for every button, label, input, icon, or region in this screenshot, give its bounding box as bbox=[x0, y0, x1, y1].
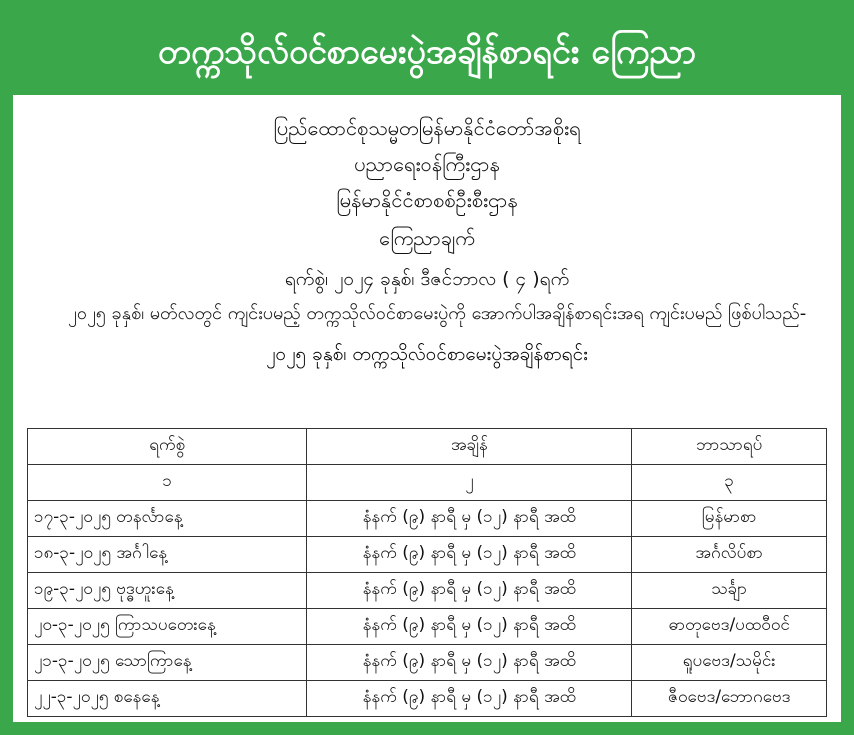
table-number-row bbox=[28, 465, 827, 501]
cell-date: ၁၈-၃-၂၀၂၅ အင်္ဂါနေ့ bbox=[28, 537, 307, 573]
banner-title: တက္ကသိုလ်ဝင်စာမေးပွဲအချိန်စာရင်း ကြေညာ bbox=[157, 31, 697, 72]
announcement-heading: ကြေညာချက် bbox=[379, 226, 475, 250]
table-row bbox=[28, 501, 827, 537]
column-number: ၂ bbox=[307, 465, 632, 501]
notice-content bbox=[30, 110, 824, 374]
cell-subject: ဇီဝဗေဒ/ဘောဂဗေဒ bbox=[632, 681, 827, 717]
government-line: ပြည်ထောင်စုသမ္မတမြန်မာနိုင်ငံတော်အစိုးရ bbox=[273, 116, 581, 140]
cell-subject: ဓာတုဗေဒ/ပထဝီဝင် bbox=[632, 609, 827, 645]
cell-time: နံနက် (၉) နာရီ မှ (၁၂) နာရီ အထိ bbox=[307, 609, 632, 645]
table-row bbox=[28, 609, 827, 645]
header-subject: ဘာသာရပ် bbox=[632, 429, 827, 465]
department-line: မြန်မာနိုင်ငံစာစစ်ဦးစီးဌာန bbox=[336, 188, 518, 212]
header-date: ရက်စွဲ bbox=[28, 429, 307, 465]
cell-time: နံနက် (၉) နာရီ မှ (၁၂) နာရီ အထိ bbox=[307, 573, 632, 609]
cell-time: နံနက် (၉) နာရီ မှ (၁၂) နာရီ အထိ bbox=[307, 537, 632, 573]
cell-subject: ရူပဗေဒ/သမိုင်း bbox=[632, 645, 827, 681]
cell-date: ၁၉-၃-၂၀၂၅ ဗုဒ္ဓဟူးနေ့ bbox=[28, 573, 307, 609]
cell-subject: သင်္ချာ bbox=[632, 573, 827, 609]
cell-time: နံနက် (၉) နာရီ မှ (၁၂) နာရီ အထိ bbox=[307, 645, 632, 681]
exam-schedule-table bbox=[27, 428, 827, 717]
column-number: ၁ bbox=[28, 465, 307, 501]
announcement-paragraph: ၂၀၂၅ ခုနှစ်၊ မတ်လတွင် ကျင်းပမည့် တက္ကသိုလ်ဝင်စာမေးပွဲကို အောက်ပါအချိန်စာရင်းအရ ကျင်းပမည် ဖြစ်ပါသည်- bbox=[68, 303, 807, 324]
column-number: ၃ bbox=[632, 465, 827, 501]
cell-date: ၁၇-၃-၂၀၂၅ တနင်္လာနေ့ bbox=[28, 501, 307, 537]
cell-subject: မြန်မာစာ bbox=[632, 501, 827, 537]
cell-time: နံနက် (၉) နာရီ မှ (၁၂) နာရီ အထိ bbox=[307, 501, 632, 537]
cell-date: ၂၀-၃-၂၀၂၅ ကြာသပတေးနေ့ bbox=[28, 609, 307, 645]
ministry-line: ပညာရေးဝန်ကြီးဌာန bbox=[354, 152, 500, 176]
table-row bbox=[28, 573, 827, 609]
cell-time: နံနက် (၉) နာရီ မှ (၁၂) နာရီ အထိ bbox=[307, 681, 632, 717]
table-row bbox=[28, 645, 827, 681]
cell-date: ၂၂-၃-၂၀၂၅ စနေနေ့ bbox=[28, 681, 307, 717]
table-row bbox=[28, 537, 827, 573]
table-header-row bbox=[28, 429, 827, 465]
table-title: ၂၀၂၅ ခုနှစ်၊ တက္ကသိုလ်ဝင်စာမေးပွဲအချိန်စာရင်း bbox=[266, 343, 588, 365]
announcement-date: ရက်စွဲ၊ ၂၀၂၄ ခုနှစ်၊ ဒီဇင်ဘာလ ( ၄ )ရက် bbox=[284, 268, 570, 290]
header-time: အချိန် bbox=[307, 429, 632, 465]
cell-date: ၂၁-၃-၂၀၂၅ သောကြာနေ့ bbox=[28, 645, 307, 681]
cell-subject: အင်္ဂလိပ်စာ bbox=[632, 537, 827, 573]
table-row bbox=[28, 681, 827, 717]
notice-banner bbox=[13, 13, 841, 95]
